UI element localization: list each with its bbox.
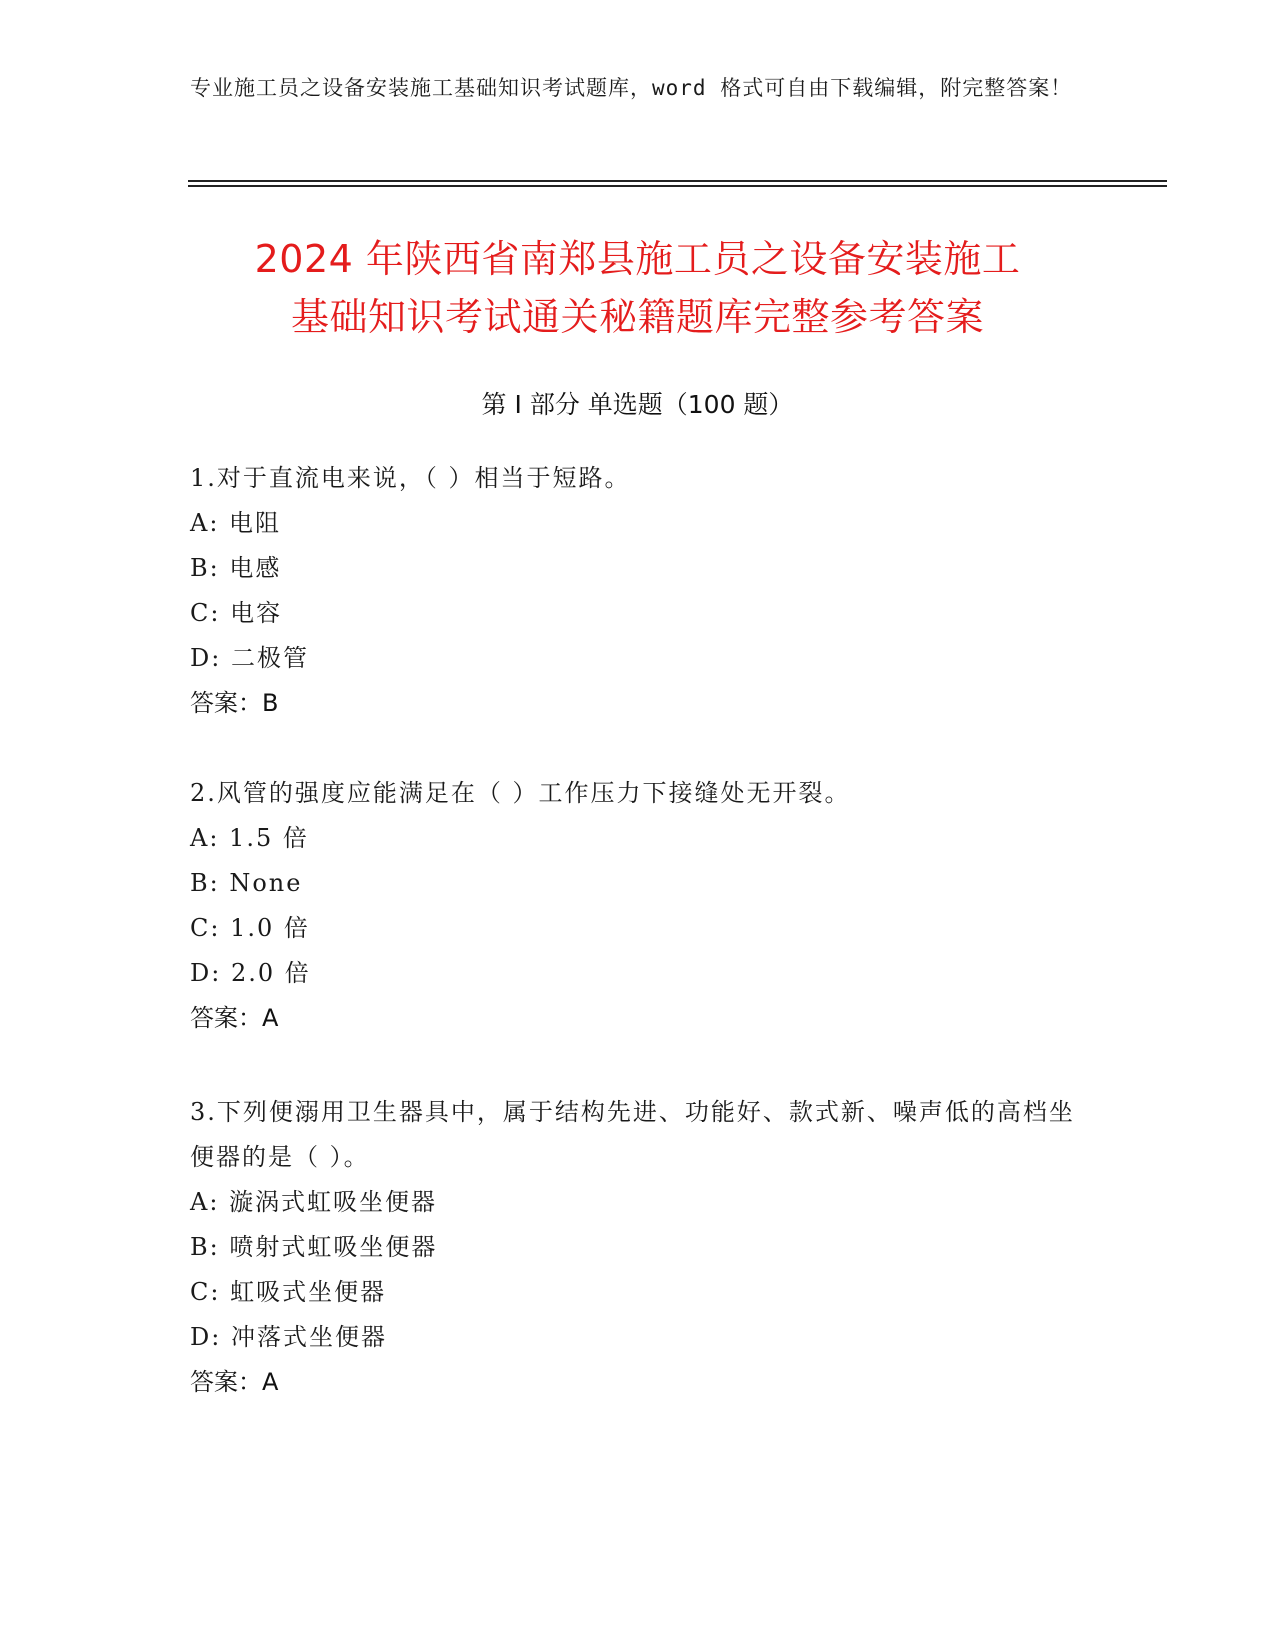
option-a: A: 电阻 bbox=[190, 509, 282, 537]
section-heading: 第 I 部分 单选题（100 题） bbox=[481, 390, 794, 419]
header-divider-thin bbox=[188, 180, 1167, 182]
question-text: 1.对于直流电来说，（ ）相当于短路。 bbox=[190, 464, 631, 492]
header-divider-thick bbox=[188, 185, 1167, 187]
option-c: C: 1.0 倍 bbox=[190, 914, 310, 942]
header-note: 专业施工员之设备安装施工基础知识考试题库，word 格式可自由下载编辑，附完整答案！ bbox=[190, 76, 1073, 100]
answer: 答案：A bbox=[190, 1004, 279, 1032]
option-d: D: 二极管 bbox=[190, 644, 309, 672]
question-2 bbox=[190, 771, 851, 1041]
document-title bbox=[160, 230, 1115, 346]
question-1 bbox=[190, 456, 631, 726]
option-d: D: 2.0 倍 bbox=[190, 959, 311, 987]
option-b: B: 电感 bbox=[190, 554, 282, 582]
document-title-line-1: 2024 年陕西省南郑县施工员之设备安装施工 bbox=[254, 237, 1021, 281]
option-c: C: 虹吸式坐便器 bbox=[190, 1278, 387, 1306]
option-c: C: 电容 bbox=[190, 599, 283, 627]
option-b: B: None bbox=[190, 869, 303, 897]
option-b: B: 喷射式虹吸坐便器 bbox=[190, 1233, 438, 1261]
option-a: A: 漩涡式虹吸坐便器 bbox=[190, 1188, 438, 1216]
question-text: 3.下列便溺用卫生器具中，属于结构先进、功能好、款式新、噪声低的高档坐便器的是（ ）。 bbox=[190, 1098, 1075, 1171]
document-title-line-2: 基础知识考试通关秘籍题库完整参考答案 bbox=[290, 295, 984, 339]
option-a: A: 1.5 倍 bbox=[190, 824, 309, 852]
question-3 bbox=[190, 1090, 1090, 1405]
answer: 答案：A bbox=[190, 1368, 279, 1396]
answer: 答案：B bbox=[190, 689, 279, 717]
option-d: D: 冲落式坐便器 bbox=[190, 1323, 387, 1351]
question-text: 2.风管的强度应能满足在（ ）工作压力下接缝处无开裂。 bbox=[190, 779, 851, 807]
